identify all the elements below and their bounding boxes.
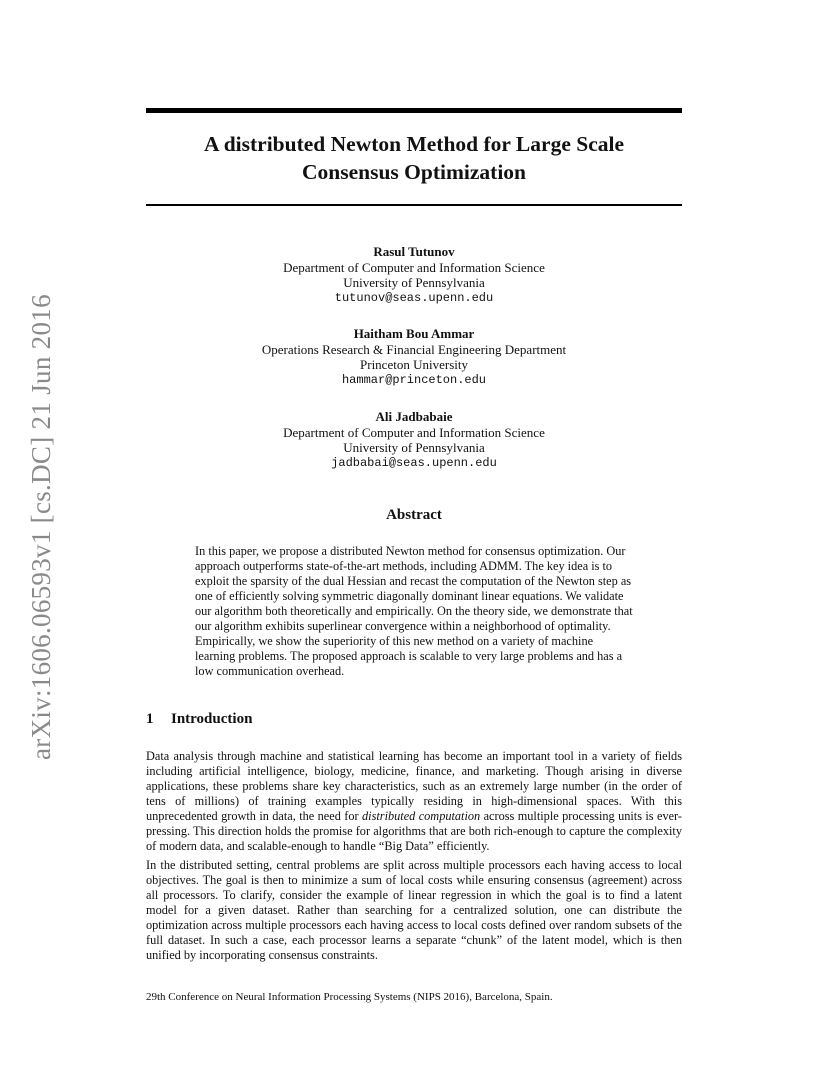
author-block <box>146 326 682 388</box>
title-line-2: Consensus Optimization <box>302 160 526 184</box>
author-email: hammar@princeton.edu <box>341 372 487 387</box>
author-institution: Princeton University <box>360 357 468 372</box>
author-department: Department of Computer and Information Science <box>283 424 545 440</box>
author-block <box>146 409 682 471</box>
section-title: Introduction <box>171 711 253 727</box>
paragraph-text: Data analysis through machine and statistical learning has become an important tool in a variety of fields including artificial intelligence, biology, medicine, finance, and marketing. Though arising in diverse applications, these problems share key characteristics, such as an extremely large number (in the order of tens of millions) of training examples typically residing in high-dimensional spaces. With this unprecedented growth in data, the need for <box>146 749 682 823</box>
author-institution: University of Pennsylvania <box>343 440 485 455</box>
paragraph-text: across multiple processing units is ever-pressing. This direction holds the promise for algorithms that are both rich-enough to capture the complexity of modern data, and scalable-enough to handle “Big Data” efficiently. <box>146 809 683 853</box>
author-block <box>146 244 682 306</box>
author-email: jadbabai@seas.upenn.edu <box>331 455 497 470</box>
intro-paragraph-1 <box>146 749 682 854</box>
author-name: Rasul Tutunov <box>373 244 455 259</box>
section-heading <box>146 711 682 728</box>
author-name: Haitham Bou Ammar <box>353 326 475 341</box>
paper-title <box>146 130 682 186</box>
paragraph-text: In the distributed setting, central problems are split across multiple processors each having access to local objectives. The goal is then to minimize a sum of local costs while ensuring consensus (agreement) across all processors. To clarify, consider the example of linear regression in which the goal is to find a latent model for a given dataset. Rather than searching for a centralized solution, one can distribute the optimization across multiple processors each having access to local costs defined over random subsets of the full dataset. In such a case, each processor learns a separate “chunk” of the latent model, which is then unified by incorporating consensus constraints. <box>146 858 682 962</box>
author-email: tutunov@seas.upenn.edu <box>334 290 494 305</box>
author-department: Operations Research & Financial Engineering Department <box>261 341 567 357</box>
abstract-text: In this paper, we propose a distributed Newton method for consensus optimization. Our approach outperforms state-of-the-art methods, including ADMM. The key idea is to exploit the sparsity of the dual Hessian and recast the computation of the Newton step as one of efficiently solving symmetric diagonally dominant linear equations. We validate our algorithm both theoretically and empirically. On the theory side, we demonstrate that our algorithm exhibits superlinear convergence within a neighborhood of optimality. Empirically, we show the superiority of this new method on a variety of machine learning problems. The proposed approach is scalable to very large problems and has a low communication overhead. <box>195 544 633 678</box>
author-institution: University of Pennsylvania <box>343 275 485 290</box>
author-department: Department of Computer and Information Science <box>283 259 545 275</box>
abstract-heading: Abstract <box>386 507 442 523</box>
author-name: Ali Jadbabaie <box>375 409 453 424</box>
section-number: 1 <box>146 711 154 727</box>
intro-paragraph-2 <box>146 858 682 963</box>
title-bottom-rule <box>146 204 682 206</box>
title-top-rule <box>146 108 682 113</box>
title-line-1: A distributed Newton Method for Large Scale <box>203 132 625 156</box>
conference-footnote: 29th Conference on Neural Information Processing Systems (NIPS 2016), Barcelona, Spain. <box>146 991 553 1003</box>
arxiv-side-stamp: arXiv:1606.06593v1 [cs.DC] 21 Jun 2016 <box>26 294 56 760</box>
emphasized-phrase: distributed computation <box>362 809 481 823</box>
abstract-body <box>195 544 635 679</box>
